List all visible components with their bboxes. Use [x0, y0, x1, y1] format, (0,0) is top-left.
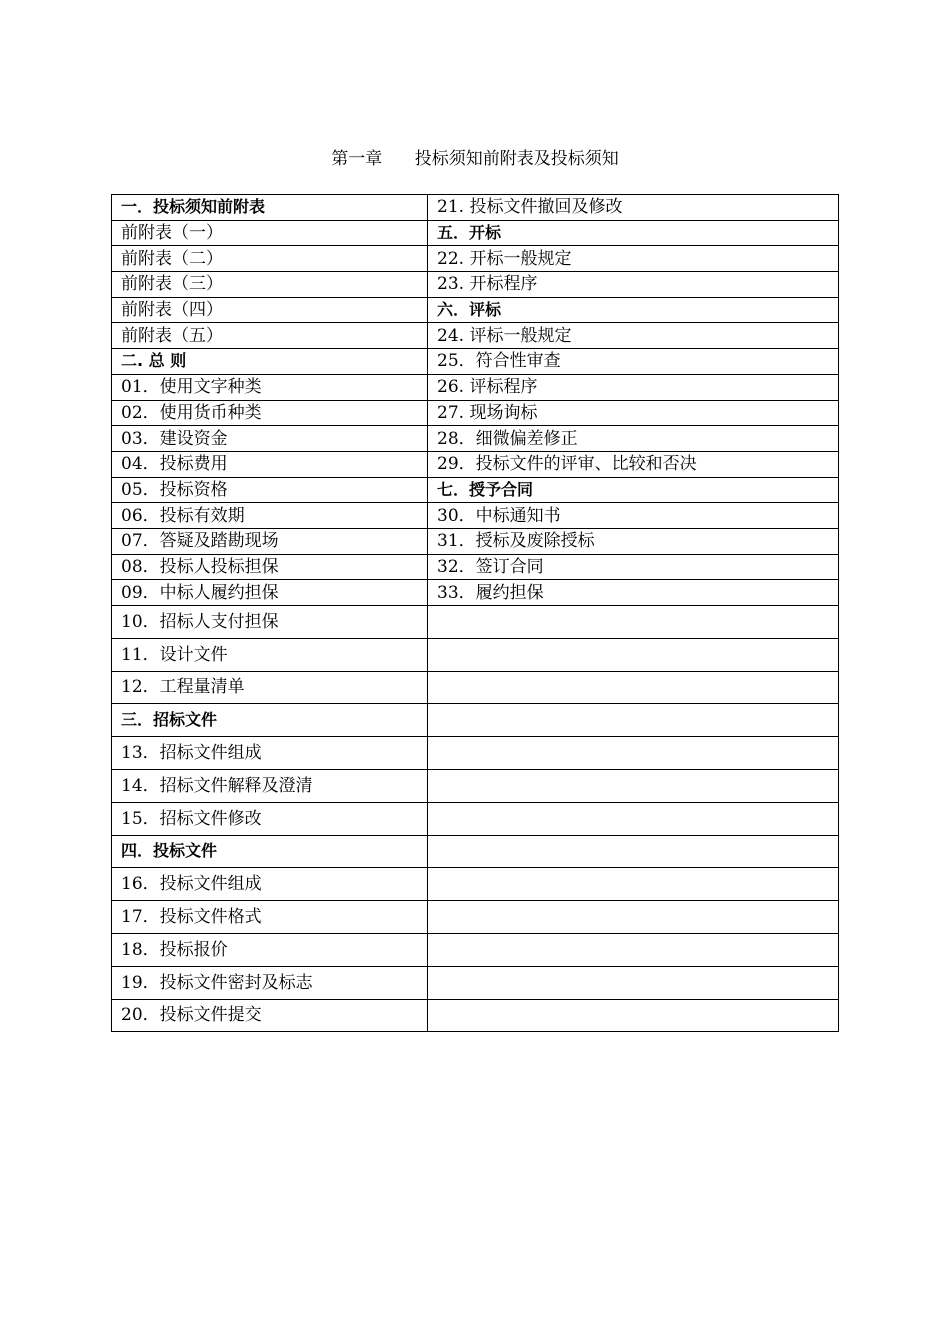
table-row	[112, 769, 839, 802]
empty-cell	[428, 802, 839, 835]
entry-left: 15．招标文件修改	[112, 802, 428, 835]
empty-cell	[428, 769, 839, 802]
entry-right: 25．符合性审查	[428, 349, 839, 375]
table-row	[112, 966, 839, 999]
entry-right: 24. 评标一般规定	[428, 323, 839, 349]
entry-left: 09．中标人履约担保	[112, 580, 428, 606]
table-row	[112, 638, 839, 671]
table-row	[112, 868, 839, 901]
entry-left: 01．使用文字种类	[112, 374, 428, 400]
section-heading: 一．投标须知前附表	[112, 195, 428, 221]
table-row	[112, 580, 839, 606]
section-heading: 七．授予合同	[428, 477, 839, 503]
table-row	[112, 933, 839, 966]
entry-left: 04．投标费用	[112, 451, 428, 477]
entry-right: 26. 评标程序	[428, 374, 839, 400]
table-row	[112, 426, 839, 452]
empty-cell	[428, 606, 839, 639]
entry-right: 21. 投标文件撤回及修改	[428, 195, 839, 221]
entry-right: 31．授标及废除授标	[428, 528, 839, 554]
entry-left: 12．工程量清单	[112, 671, 428, 704]
empty-cell	[428, 868, 839, 901]
table-row	[112, 451, 839, 477]
table-row	[112, 704, 839, 737]
empty-cell	[428, 835, 839, 868]
entry-left: 前附表（五）	[112, 323, 428, 349]
entry-left: 19．投标文件密封及标志	[112, 966, 428, 999]
table-row	[112, 349, 839, 375]
table-row	[112, 802, 839, 835]
entry-right: 33．履约担保	[428, 580, 839, 606]
section-heading: 二. 总 则	[112, 349, 428, 375]
entry-left: 18．投标报价	[112, 933, 428, 966]
entry-left: 14．招标文件解释及澄清	[112, 769, 428, 802]
entry-right: 30．中标通知书	[428, 503, 839, 529]
entry-right: 32．签订合同	[428, 554, 839, 580]
table-row	[112, 999, 839, 1032]
table-row	[112, 671, 839, 704]
entry-left: 前附表（三）	[112, 272, 428, 298]
empty-cell	[428, 966, 839, 999]
table-row	[112, 272, 839, 298]
table-row	[112, 220, 839, 246]
entry-left: 03．建设资金	[112, 426, 428, 452]
entry-right: 27. 现场询标	[428, 400, 839, 426]
table-row	[112, 554, 839, 580]
page-title: 第一章 投标须知前附表及投标须知	[331, 149, 619, 169]
entry-left: 05．投标资格	[112, 477, 428, 503]
section-heading: 三．招标文件	[112, 704, 428, 737]
section-heading: 五．开标	[428, 220, 839, 246]
empty-cell	[428, 638, 839, 671]
entry-left: 06．投标有效期	[112, 503, 428, 529]
contents-table	[111, 194, 839, 1032]
entry-right: 28．细微偏差修正	[428, 426, 839, 452]
table-row	[112, 737, 839, 770]
entry-left: 11．设计文件	[112, 638, 428, 671]
entry-left: 16．投标文件组成	[112, 868, 428, 901]
table-row	[112, 528, 839, 554]
empty-cell	[428, 671, 839, 704]
entry-right: 29．投标文件的评审、比较和否决	[428, 451, 839, 477]
table-row	[112, 901, 839, 934]
section-heading: 六．评标	[428, 297, 839, 323]
table-row	[112, 503, 839, 529]
table-row	[112, 835, 839, 868]
table-row	[112, 606, 839, 639]
entry-left: 20．投标文件提交	[112, 999, 428, 1032]
entry-left: 前附表（二）	[112, 246, 428, 272]
entry-left: 17．投标文件格式	[112, 901, 428, 934]
entry-left: 10．招标人支付担保	[112, 606, 428, 639]
table-row	[112, 323, 839, 349]
entry-right: 22. 开标一般规定	[428, 246, 839, 272]
table-row	[112, 374, 839, 400]
entry-left: 13．招标文件组成	[112, 737, 428, 770]
entry-right: 23. 开标程序	[428, 272, 839, 298]
table-row	[112, 297, 839, 323]
entry-left: 前附表（一）	[112, 220, 428, 246]
table-row	[112, 400, 839, 426]
contents-table-body	[112, 195, 839, 1032]
empty-cell	[428, 737, 839, 770]
entry-left: 07．答疑及踏勘现场	[112, 528, 428, 554]
entry-left: 02．使用货币种类	[112, 400, 428, 426]
table-row	[112, 195, 839, 221]
table-row	[112, 246, 839, 272]
section-heading: 四．投标文件	[112, 835, 428, 868]
empty-cell	[428, 933, 839, 966]
empty-cell	[428, 704, 839, 737]
table-row	[112, 477, 839, 503]
entry-left: 08．投标人投标担保	[112, 554, 428, 580]
entry-left: 前附表（四）	[112, 297, 428, 323]
empty-cell	[428, 901, 839, 934]
empty-cell	[428, 999, 839, 1032]
